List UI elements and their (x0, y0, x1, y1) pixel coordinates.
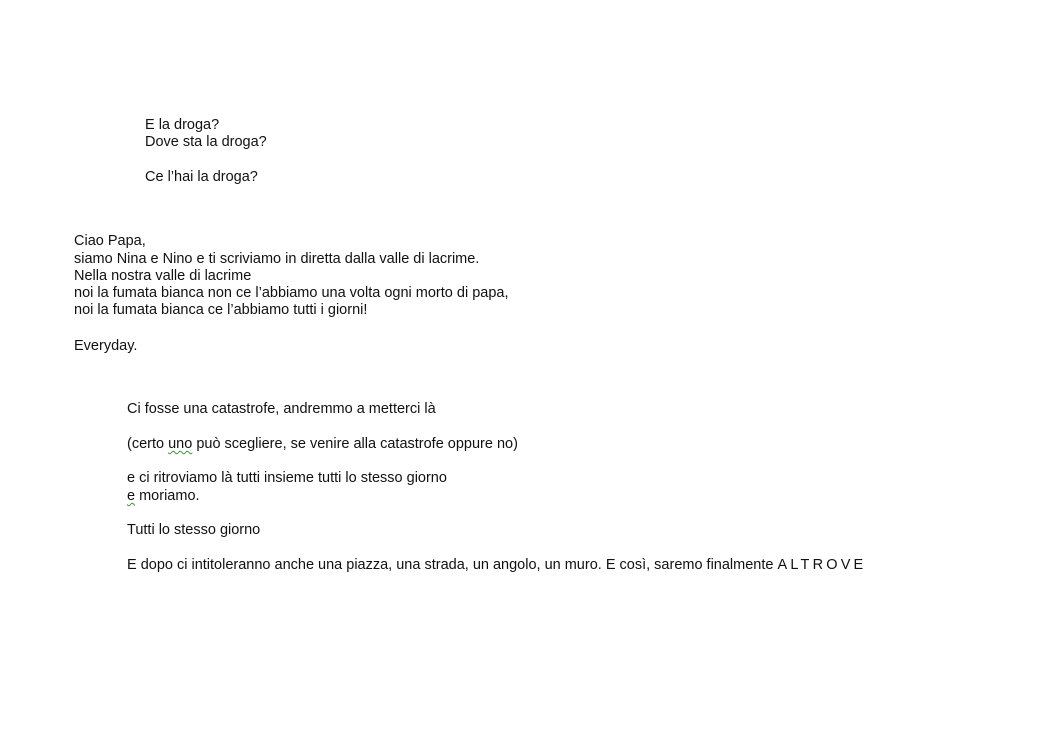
text-line: Ce l’hai la droga? (145, 169, 258, 185)
text-line: siamo Nina e Nino e ti scriviamo in diretta dalla valle di lacrime. (74, 251, 480, 267)
text-line: Ciao Papa, (74, 233, 146, 249)
text-segment: (certo (127, 436, 169, 452)
text-line (127, 436, 518, 453)
text-line: Nella nostra valle di lacrime (74, 268, 252, 284)
text-line: E la droga? (145, 117, 220, 133)
text-line: Tutti lo stesso giorno (127, 522, 261, 538)
text-line: Dove sta la droga? (145, 134, 267, 150)
text-segment: può scegliere, se venire alla catastrofe oppure no) (192, 436, 518, 452)
text-segment: E dopo ci intitoleranno anche una piazza, una strada, un angolo, un muro. E così, saremo finalmente (127, 557, 778, 573)
text-line (127, 488, 200, 505)
text-line: e ci ritroviamo là tutti insieme tutti lo stesso giorno (127, 470, 447, 486)
text-segment: moriamo. (135, 488, 200, 504)
spellcheck-flagged-word[interactable]: uno (168, 436, 193, 452)
text-line: noi la fumata bianca ce l’abbiamo tutti i giorni! (74, 302, 368, 318)
spaced-word: ALTROVE (777, 557, 867, 573)
spellcheck-flagged-word[interactable]: e (127, 488, 136, 504)
text-line: noi la fumata bianca non ce l’abbiamo una volta ogni morto di papa, (74, 285, 509, 301)
text-line: Ci fosse una catastrofe, andremmo a metterci là (127, 401, 436, 417)
text-line (127, 557, 866, 574)
text-line: Everyday. (74, 338, 138, 354)
